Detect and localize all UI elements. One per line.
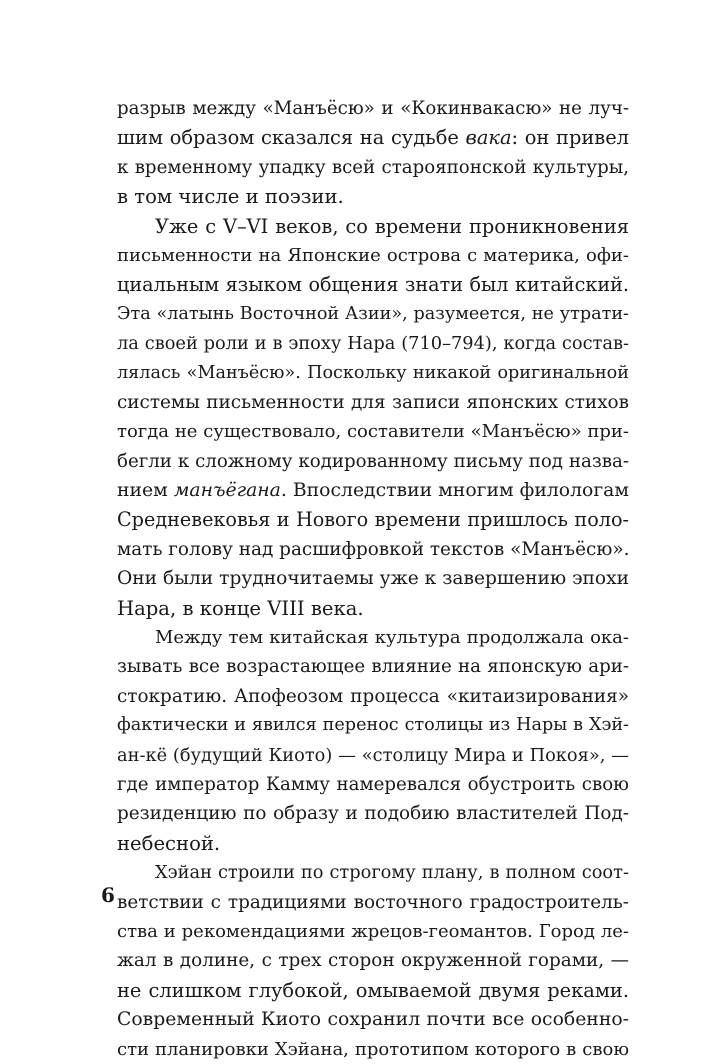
text-run: нием [117,480,174,502]
text-run: жал в долине, с трех сторон окруженной горами, — [117,950,629,972]
text-line [117,741,629,770]
paragraph [117,212,629,623]
text-run: сти планировки Хэйана, прототипом которого в свою [117,1038,629,1060]
text-run: не слишком глубокой, омываемой двумя реками. [117,978,629,1002]
text-line [117,94,629,123]
text-run: Они были трудночитаемы уже к завершению эпохи [117,568,629,590]
text-line [117,917,629,946]
text-line [117,505,629,534]
text-line [117,1035,629,1064]
text-line [117,799,629,828]
text-line [117,270,629,299]
text-run: бегли к сложному кодированному письму под назва- [117,450,629,472]
text-run: ветствии с традициями восточного градостроитель- [117,891,629,913]
paragraph [117,94,629,212]
text-run: ства и рекомендациями жрецов-геомантов. Город ле- [117,920,629,942]
text-line [117,388,629,417]
text-line [117,359,629,388]
text-line [117,976,629,1005]
text-run: письменности на Японские острова с материка, офи- [117,244,629,266]
text-line [117,594,629,623]
text-line [117,417,629,446]
text-run: Эта «латынь Восточной Азии», разумеется, не утрати- [117,303,629,324]
text-run: Между тем китайская культура продолжала ока- [155,627,629,649]
text-run: в том числе и поэзии. [117,185,344,209]
text-line [117,888,629,917]
text-line [117,329,629,358]
text-line [117,300,629,329]
text-run: шим образом сказался на судьбе [117,126,466,150]
text-line [117,447,629,476]
text-line [117,476,629,505]
text-run: ан-кё (будущий Киото) — «столицу Мира и Покоя», — [117,744,629,766]
text-run: . Впоследствии многим филологам [280,480,629,502]
text-line [117,858,629,887]
text-line [117,682,629,711]
text-line [117,946,629,975]
text-run: : он привел [511,126,629,150]
paragraph [117,623,629,858]
text-line [117,182,629,211]
text-line [117,153,629,182]
text-line [117,212,629,241]
text-run: где император Камму намеревался обустроить свою [117,773,629,795]
paragraph [117,858,629,1064]
text-run: небесной. [117,831,221,855]
text-line [117,711,629,740]
text-line [117,770,629,799]
text-line [117,1005,629,1034]
text-run: мать голову над расшифровкой текстов «Манъёсю». [117,538,629,560]
body-text [117,94,629,1064]
italic-term: манъёгана [173,480,281,502]
text-run: циальным языком общения знати был китайский. [117,273,629,297]
text-run: Хэйан строили по строгому плану, в полном соот- [155,862,629,884]
text-line [117,829,629,858]
text-line [117,241,629,270]
text-run: зывать все возрастающее влияние на японскую ари- [117,656,629,678]
text-line [117,652,629,681]
text-run: Уже с V–VI веков, со времени проникновения [155,214,629,238]
text-run: разрыв между «Манъёсю» и «Кокинвакасю» не луч- [117,98,629,119]
text-run: фактически и явился перенос столицы из Нары в Хэй- [117,715,629,736]
text-run: системы письменности для записи японских стихов [117,391,629,413]
text-run: к временному упадку всей старояпонской культуры, [117,156,629,178]
italic-term: вака [465,126,512,150]
text-run: резиденцию по образу и подобию властителей Под- [117,803,629,825]
text-line [117,535,629,564]
text-run: стократию. Апофеозом процесса «китаизирования» [117,685,629,707]
text-line [117,123,629,152]
text-run: Нара, в конце VIII века. [117,596,364,620]
text-run: лялась «Манъёсю». Поскольку никакой оригинальной [117,362,629,383]
text-run: тогда не существовало, составители «Манъёсю» при- [117,421,629,443]
text-run: ла своей роли и в эпоху Нара (710–794), когда состав- [117,333,629,355]
page-number: 6 [101,883,115,907]
text-run: Современный Киото сохранил почти все особенно- [117,1009,629,1031]
text-line [117,623,629,652]
text-run: Средневековья и Нового времени пришлось поло- [117,508,629,532]
text-line [117,564,629,593]
